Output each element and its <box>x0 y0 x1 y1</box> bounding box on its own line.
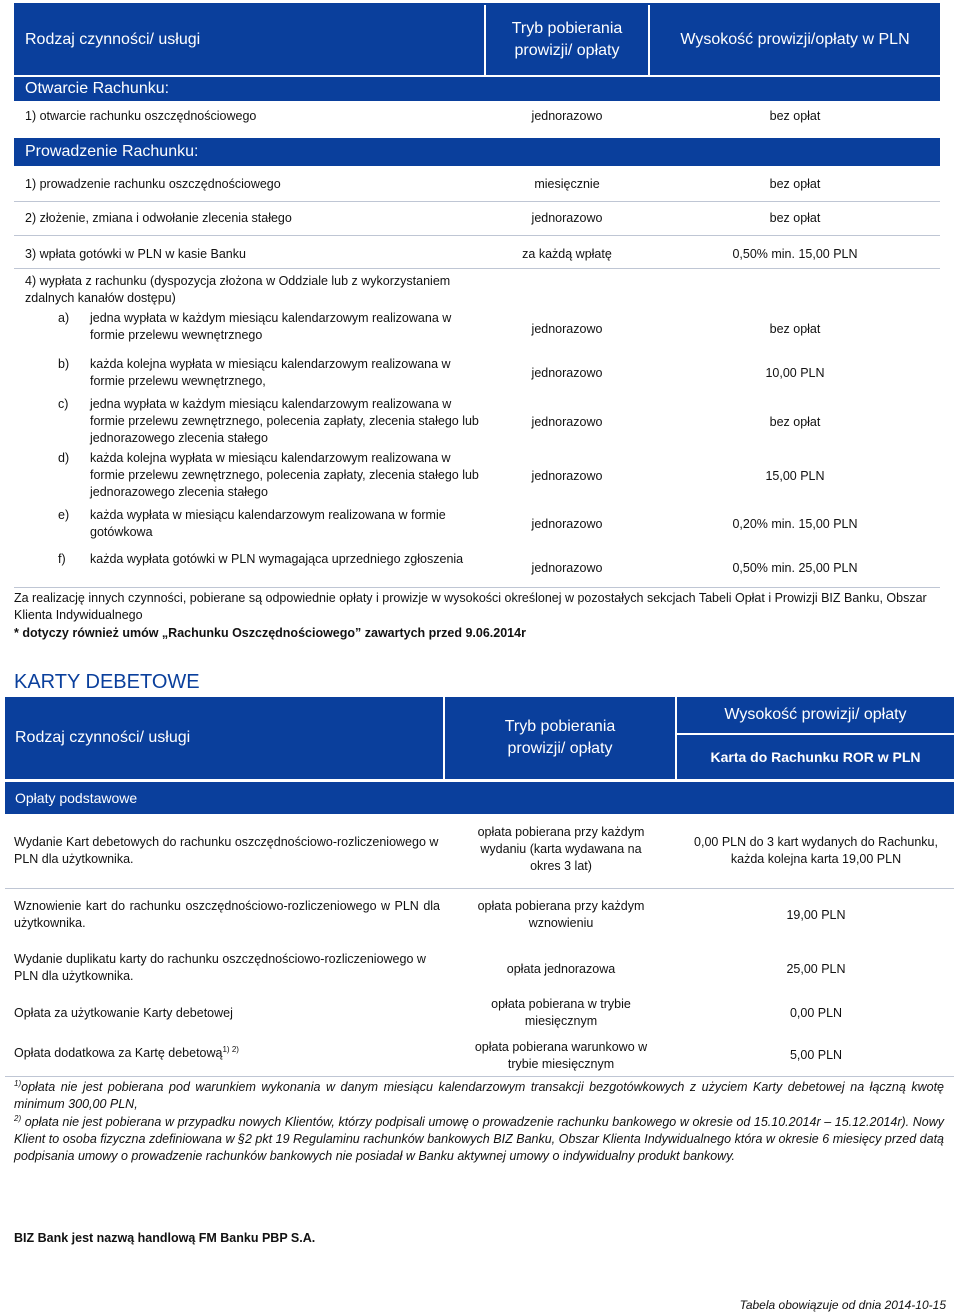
table1-bottom-border <box>14 587 940 588</box>
item-label: f) <box>58 552 66 566</box>
table-row <box>0 210 960 230</box>
row-fee: bez opłat <box>769 211 821 225</box>
list-item <box>0 507 960 547</box>
footnote-2-mark: 2) <box>14 1114 22 1123</box>
row-divider <box>14 235 940 236</box>
row-fee: bez opłat <box>769 109 821 123</box>
cards-bottom-border <box>5 1076 954 1077</box>
item-text: każda wypłata w miesiącu kalendarzowym realizowana w formie gotówkowa <box>90 508 446 539</box>
row-fee: 0,00 PLN do 3 kart wydanych do Rachunku, każda kolejna karta 19,00 PLN <box>694 835 938 866</box>
item-text: każda kolejna wypłata w miesiącu kalendarzowym realizowana w formie przelewu wewnętrznego, <box>90 357 451 388</box>
table-row <box>0 892 960 942</box>
item-mode: jednorazowo <box>531 469 603 483</box>
item-mode: jednorazowo <box>531 517 603 531</box>
list-item <box>0 356 960 396</box>
row-name: 2) złożenie, zmiana i odwołanie zlecenia stałego <box>25 211 292 225</box>
item-text: jedna wypłata w każdym miesiącu kalendarzowym realizowana w formie przelewu zewnętrznego, polecenia zapłaty, zlecenia stałego lub jednorazowego zlecenia stałego <box>90 397 479 445</box>
row-divider <box>5 888 954 889</box>
item-text: każda kolejna wypłata w miesiącu kalendarzowym realizowana w formie przelewu zewnętrznego, polecenia zapłaty, zlecenia stałego lub jednorazowego zlecenia stałego <box>90 451 479 499</box>
item-label: b) <box>58 357 70 371</box>
item-text: jedna wypłata w każdym miesiącu kalendarzowym realizowana w formie przelewu wewnętrznego <box>90 311 452 342</box>
table1-header-col2: Tryb pobierania prowizji/ opłaty <box>486 5 648 75</box>
footnote-1 <box>14 1079 944 1113</box>
item-text: każda wypłata gotówki w PLN wymagająca uprzedniego zgłoszenia <box>90 552 464 566</box>
item-mode: jednorazowo <box>531 415 603 429</box>
row-divider <box>14 268 940 269</box>
row-mode: za każdą wpłatę <box>522 247 612 261</box>
footnote-2-text: opłata nie jest pobierana w przypadku nowych Klientów, którzy podpisali umowę o prowadzenie rachunku bankowego w okresie od 15.10.2014r – 15.12.2014r). Nowy Klient to osoba fizyczna zdefiniowana w §2 pkt 19 Regulaminu rachunków bankowych BIZ Banku, Obszar Klienta Indywidualnego która w okresie 6 miesięcy przed datą podpisania umowy o prowadzenie rachunków bankowych nie posiadał w Banku aktywnej umowy o indywidualny produkt bankowy. <box>14 1115 944 1163</box>
list-item <box>0 310 960 350</box>
row-mode: miesięcznie <box>534 177 600 191</box>
table-row <box>0 1038 960 1076</box>
row-name: Opłata za użytkowanie Karty debetowej <box>14 1006 233 1020</box>
section-keep-account: Prowadzenie Rachunku: <box>14 138 940 166</box>
table-row <box>0 108 960 128</box>
table1-note-bold: * dotyczy również umów „Rachunku Oszczędnościowego” zawartych przed 9.06.2014r <box>14 626 526 640</box>
table-row <box>0 176 960 196</box>
item-fee: 15,00 PLN <box>765 469 825 483</box>
item-label: c) <box>58 397 69 411</box>
row-name: Wznowienie kart do rachunku oszczędnościowo-rozliczeniowego w PLN dla użytkownika. <box>14 899 440 930</box>
row-fee: 0,00 PLN <box>789 1006 843 1020</box>
item-mode: jednorazowo <box>531 561 603 575</box>
row-fee: 5,00 PLN <box>789 1048 843 1062</box>
row-divider <box>14 201 940 202</box>
row-mode: opłata pobierana w trybie miesięcznym <box>491 997 631 1028</box>
item-fee: 0,50% min. 25,00 PLN <box>732 561 858 575</box>
item-label: a) <box>58 311 70 325</box>
row-name-footnote-mark: 1) 2) <box>222 1045 239 1054</box>
cards-section-title: KARTY DEBETOWE <box>14 671 200 693</box>
row-name: 3) wpłata gotówki w PLN w kasie Banku <box>25 247 246 261</box>
list-item <box>0 450 960 502</box>
row-fee: 25,00 PLN <box>786 962 846 976</box>
section-open-account: Otwarcie Rachunku: <box>14 77 940 101</box>
footnote-1-text: opłata nie jest pobierana pod warunkiem wykonania w danym miesiącu kalendarzowym transakcji bezgotówkowych z użyciem Karty debetowej na łączną kwotę minimum 300,00 PLN, <box>14 1080 944 1112</box>
cards-header-col3-top: Wysokość prowizji/ opłaty <box>677 697 954 733</box>
section-basic-fees: Opłaty podstawowe <box>5 782 954 814</box>
row-fee: 0,50% min. 15,00 PLN <box>732 247 858 261</box>
item-fee: 10,00 PLN <box>765 366 825 380</box>
row-mode: opłata jednorazowa <box>506 962 616 976</box>
row-name-text: Opłata dodatkowa za Kartę debetową <box>14 1046 223 1061</box>
row-name: Wydanie Kart debetowych do rachunku oszczędnościowo-rozliczeniowego w PLN dla użytkownika. <box>14 835 439 866</box>
item-fee: 0,20% min. 15,00 PLN <box>732 517 858 531</box>
table-row <box>0 246 960 266</box>
row-mode: opłata pobierana warunkowo w trybie miesięcznym <box>474 1040 648 1071</box>
row-mode: jednorazowo <box>531 109 603 123</box>
row-name: Wydanie duplikatu karty do rachunku oszczędnościowo-rozliczeniowego w PLN dla użytkownika. <box>14 952 426 983</box>
brand-note: BIZ Bank jest nazwą handlową FM Banku PBP S.A. <box>14 1231 316 1245</box>
cards-header-col3-bottom: Karta do Rachunku ROR w PLN <box>677 735 954 779</box>
row-name: 1) prowadzenie rachunku oszczędnościowego <box>25 177 281 191</box>
footnote-2 <box>14 1114 944 1165</box>
item-label: e) <box>58 508 70 522</box>
table-row <box>0 945 960 991</box>
item-label: d) <box>58 451 70 465</box>
item-fee: bez opłat <box>769 415 821 429</box>
row-name: 1) otwarcie rachunku oszczędnościowego <box>25 109 257 123</box>
row-fee: 19,00 PLN <box>786 908 846 922</box>
item-mode: jednorazowo <box>531 366 603 380</box>
withdrawal-title: 4) wypłata z rachunku (dyspozycja złożona w Oddziale lub z wykorzystaniem zdalnych kanałów dostępu) <box>25 274 451 305</box>
row-fee: bez opłat <box>769 177 821 191</box>
list-item <box>0 396 960 448</box>
list-item <box>0 551 960 591</box>
table-row <box>0 816 960 888</box>
item-fee: bez opłat <box>769 322 821 336</box>
cards-header-col2: Tryb pobierania prowizji/ opłaty <box>445 697 675 779</box>
table1-header-col1: Rodzaj czynności/ usługi <box>14 5 484 75</box>
footnote-1-mark: 1) <box>14 1079 22 1088</box>
item-mode: jednorazowo <box>531 322 603 336</box>
table1-note: Za realizację innych czynności, pobierane są odpowiednie opłaty i prowizje w wysokości określonej w pozostałych sekcjach Tabeli Opłat i Prowizji BIZ Banku, Obszar Klienta Indywidualnego <box>14 591 927 622</box>
cards-header-col1: Rodzaj czynności/ usługi <box>5 697 443 779</box>
row-mode: jednorazowo <box>531 211 603 225</box>
validity-note: Tabela obowiązuje od dnia 2014-10-15 <box>739 1298 946 1312</box>
table1-header-col3: Wysokość prowizji/opłaty w PLN <box>650 5 940 75</box>
row-name <box>14 1045 440 1062</box>
row-mode: opłata pobierana przy każdym wznowieniu <box>477 899 645 930</box>
row-mode: opłata pobierana przy każdym wydaniu (karta wydawana na okres 3 lat) <box>477 825 645 873</box>
table-row <box>0 995 960 1035</box>
